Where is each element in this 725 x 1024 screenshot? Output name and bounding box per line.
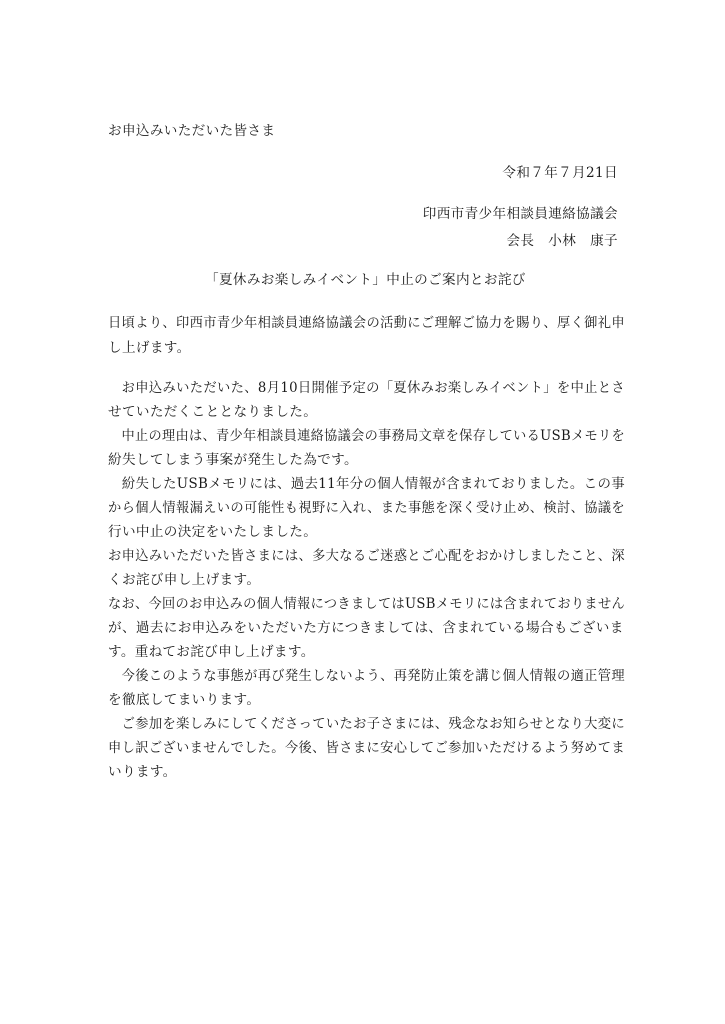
sender-name: 会長 小林 康子 [506,233,618,249]
body-line: 中止の理由は、青少年相談員連絡協議会の事務局文章を保存しているUSBメモリを [108,428,626,444]
letter-title: 「夏休みお楽しみイベント」中止のご案内とお詫び [205,272,526,288]
addressee: お申込みいただいた皆さま [108,123,276,139]
body-line: ご参加を楽しみにしてくださっていたお子さまには、残念なお知らせとなり大変に [108,716,626,732]
body-line: なお、今回のお申込みの個人情報につきましてはUSBメモリには含まれておりません [108,596,625,612]
greeting-line: 日頃より、印西市青少年相談員連絡協議会の活動にご理解ご協力を賜り、厚く御礼申 [108,315,625,331]
body-line: が、過去にお申込みをいただいた方につきましては、含まれている場合もございま [108,620,624,636]
body-line: せていただくこととなりました。 [108,404,318,420]
body-line: 今後このような事態が再び発生しないよう、再発防止策を講じ個人情報の適正管理 [108,668,625,684]
body-line: 紛失したUSBメモリには、過去11年分の個人情報が含まれておりました。この事 [108,476,625,492]
body-line: 紛失してしまう事案が発生した為です。 [108,452,358,468]
body-line: いります。 [108,764,177,780]
body-line: から個人情報漏えいの可能性も視野に入れ、また事態を深く受け止め、検討、協議を [108,500,625,516]
sender-organization: 印西市青少年相談員連絡協議会 [422,206,618,222]
body-line: 申し訳ございませんでした。今後、皆さまに安心してご参加いただけるよう努めてま [108,740,625,756]
greeting-line: し上げます。 [108,340,191,356]
body-line: を徹底してまいります。 [108,692,261,708]
body-line: 行い中止の決定をいたしました。 [108,524,318,540]
letter-date: 令和７年７月21日 [502,165,618,181]
body-line: お申込みいただいた皆さまには、多大なるご迷惑とご心配をおかけしましたこと、深 [108,548,625,564]
body-line: くお詫び申し上げます。 [108,572,261,588]
body-line: お申込みいただいた、8月10日開催予定の「夏休みお楽しみイベント」を中止とさ [108,380,626,396]
body-line: す。重ねてお詫び申し上げます。 [108,644,315,660]
